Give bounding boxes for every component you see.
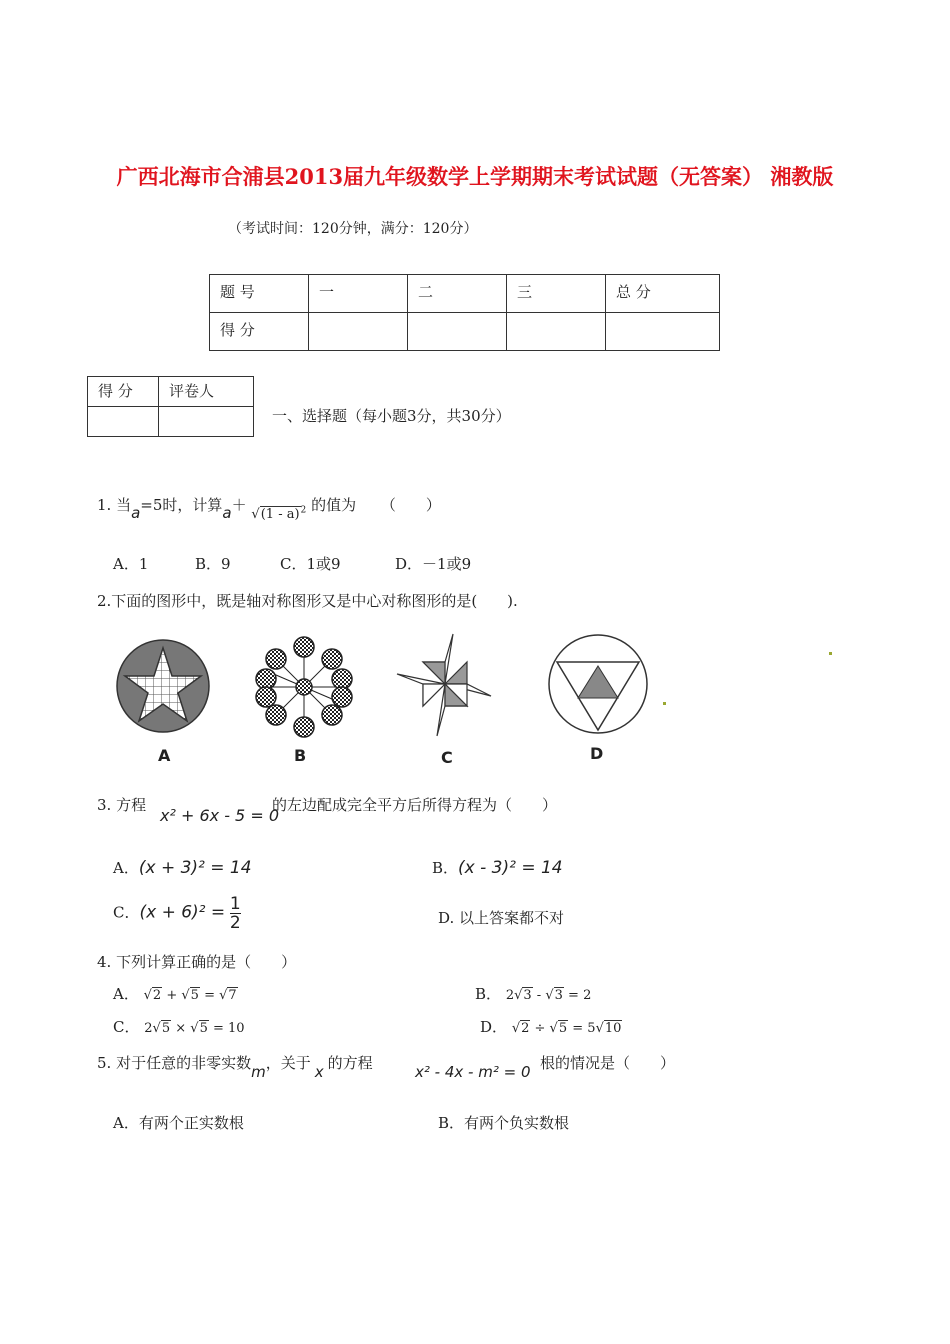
figure-d-label: D [590, 744, 604, 763]
stray-mark [663, 702, 666, 705]
q1-option-d: D．－1或9 [395, 555, 472, 573]
q1-option-a: A．1 [113, 555, 149, 573]
q3-option-a: A．(x + 3)² = 14 [113, 858, 252, 878]
exam-info: （考试时间：120分钟，满分：120分） [228, 221, 478, 237]
figure-b-label: B [294, 746, 307, 765]
question-2: 2.下面的图形中，既是轴对称图形又是中心对称图形的是( ). [97, 592, 518, 610]
q3-option-c: C．(x + 6)² = $\frac{1}{2}$ [113, 894, 241, 933]
q1-plus: ＋ [231, 496, 247, 514]
grader-cell [159, 407, 254, 437]
fraction: $\frac{1}{2}$ [229, 894, 241, 933]
q1-eq: =5时，计算 [140, 496, 223, 514]
score-cell: 三 [507, 275, 606, 313]
grader-cell [88, 407, 159, 437]
q5-option-b: B．有两个负实数根 [438, 1114, 570, 1132]
score-table [209, 274, 720, 351]
figure-a-label: A [158, 746, 171, 765]
q3-equation: x² + 6x - 5 = 0 [160, 806, 279, 825]
page-title: 广西北海市合浦县2013届九年级数学上学期期末考试试题（无答案） 湘教版 [116, 164, 834, 189]
score-cell: 题 号 [210, 275, 309, 313]
q3-option-d: D. 以上答案都不对 [438, 909, 565, 927]
figure-d-triangles [547, 632, 649, 736]
q4-option-b: B． 2√3 - √3 = 2 [475, 985, 592, 1003]
question-5: 5. 对于任意的非零实数m，关于 x 的方程 [97, 1054, 373, 1081]
answer-paren: （ ） [380, 496, 441, 514]
q5-suffix: 根的情况是（ ） [540, 1054, 676, 1072]
question-1 [97, 494, 441, 522]
figure-c-pinwheel [393, 632, 495, 738]
q1-option-c: C．1或9 [280, 555, 341, 573]
q1-prefix: 1. 当 [97, 496, 132, 514]
var-a: a [222, 504, 232, 522]
q3-prefix: 3. 方程 [97, 796, 147, 814]
sqrt-expression: √(1 - a)$^2$ [251, 505, 307, 522]
q4-option-d: D． √2 ÷ √5 = 5√10 [480, 1018, 622, 1036]
grader-table [87, 376, 254, 437]
score-cell: 一 [309, 275, 408, 313]
q3-option-b: B．(x - 3)² = 14 [432, 858, 563, 878]
section-heading: 一、选择题（每小题3分，共30分） [272, 407, 511, 425]
score-cell: 二 [408, 275, 507, 313]
score-cell [606, 313, 720, 351]
score-cell [408, 313, 507, 351]
score-cell [309, 313, 408, 351]
grader-cell: 评卷人 [159, 377, 254, 407]
figure-a-star [113, 638, 213, 734]
q4-option-a: A． √2 + √5 = √7 [113, 985, 237, 1003]
stray-mark [829, 652, 832, 655]
grader-cell: 得 分 [88, 377, 159, 407]
score-cell: 得 分 [210, 313, 309, 351]
q1-suffix: 的值为 [311, 496, 357, 514]
q5-option-a: A．有两个正实数根 [113, 1114, 244, 1132]
var-a: a [131, 504, 141, 522]
q1-option-b: B．9 [195, 555, 231, 573]
score-cell [507, 313, 606, 351]
score-cell: 总 分 [606, 275, 720, 313]
q3-suffix: 的左边配成完全平方后所得方程为（ ） [272, 796, 558, 814]
figure-c-label: C [441, 748, 453, 767]
question-4: 4. 下列计算正确的是（ ） [97, 953, 297, 971]
q4-option-c: C． 2√5 × √5 = 10 [113, 1018, 245, 1036]
figure-b-flower [252, 635, 356, 739]
q5-equation: x² - 4x - m² = 0 [415, 1063, 531, 1081]
